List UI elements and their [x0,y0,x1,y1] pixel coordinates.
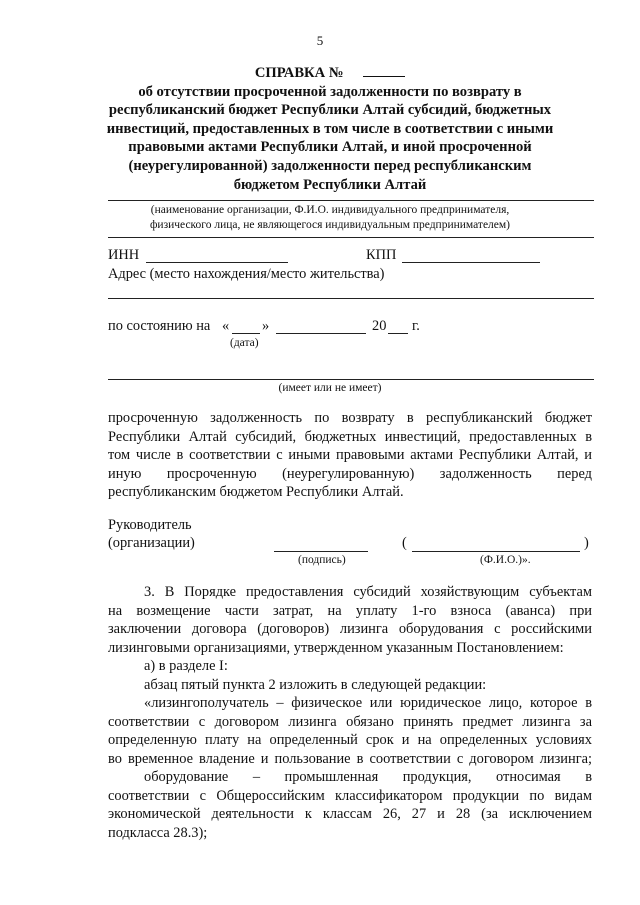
certificate-number-blank[interactable] [363,64,405,77]
statement-line: республиканским бюджетом Республики Алтай. [108,484,404,500]
organization-hint-line: физического лица, не являющегося индивидуальным предпринимателем) [149,219,511,231]
kpp-field[interactable] [402,262,540,263]
section-3-line: экономической деятельности к классам 26, 27 и 28 (за исключением [108,806,592,822]
as-of-label: по состоянию на [108,318,211,334]
date-hint: (дата) [230,337,259,349]
section-3-line: 3. В Порядке предоставления субсидий хозяйствующим субъектам [144,584,592,600]
section-3-line: определенную плату на определенный срок и на определенных условиях [108,732,592,748]
section-3-line: лизинговыми организациями, утвержденном указанным Постановлением: [108,639,564,656]
fio-hint: (Ф.И.О.)». [480,554,531,566]
fio-field[interactable] [412,551,580,552]
organization-name-line[interactable] [108,200,594,201]
statement-line: том числе в соответствии с иными правовыми актами Республики Алтай, и [108,447,592,463]
date-close-quote: » [262,318,270,334]
document-title [100,64,560,194]
title-line: правовыми актами Республики Алтай, и иной просроченной [128,139,532,156]
month-field[interactable] [276,333,366,334]
section-3 [108,583,592,842]
date-open-quote: « [222,318,230,334]
title-heading [100,64,560,83]
year-field[interactable] [388,333,408,334]
statement-paragraph [108,409,592,502]
signature-hint: (подпись) [298,554,346,566]
kpp-label: КПП [366,247,397,263]
statement-line: просроченную задолженность по возврату в республиканский бюджет [108,410,592,426]
year-prefix: 20 [372,318,387,334]
title-line: об отсутствии просроченной задолженности по возврату в [138,83,522,100]
section-3-line: «лизингополучатель – физическое или юридическое лицо, которое в [144,695,592,711]
organization-hint [100,203,560,233]
fio-close-paren: ) [584,535,589,551]
title-heading-text: СПРАВКА № [254,65,344,81]
page-number: 5 [316,33,324,48]
section-3-line: абзац пятый пункта 2 изложить в следующей редакции: [144,676,487,693]
section-3-line: во временное владение и пользование в соответствии с договором лизинга; [108,750,592,767]
inn-label: ИНН [108,247,140,263]
has-or-has-not-field[interactable] [108,379,594,380]
title-line: бюджетом Республики Алтай [233,176,427,193]
year-suffix: г. [412,318,420,334]
section-3-line: на возмещение части затрат, на уплату 1-го взноса (аванса) при [108,602,592,619]
title-line: (неурегулированной) задолженности перед республиканским [128,157,532,174]
title-line: республиканский бюджет Республики Алтай субсидий, бюджетных [108,102,552,119]
signature-field[interactable] [274,551,368,552]
day-field[interactable] [232,333,260,334]
section-3-line: а) в разделе I: [144,658,228,674]
title-line: инвестиций, предоставленных в том числе в соответствии с иными [106,120,554,137]
inn-field[interactable] [146,262,288,263]
organization-label: (организации) [108,535,195,551]
section-3-line: подкласса 28.3); [108,824,208,841]
statement-line: иную просроченную (неурегулированную) задолженность перед [108,465,592,482]
section-3-line: соответствии с договором лизинга обязано принять предмет лизинга за [108,713,592,730]
organization-name-line-2[interactable] [108,237,594,238]
section-3-line: соответствии с Общероссийским классификатором продукции по видам [108,787,592,804]
fio-open-paren: ( [402,535,407,551]
organization-hint-line: (наименование организации, Ф.И.О. индивидуального предпринимателя, [150,204,510,216]
address-field[interactable] [108,298,594,299]
section-3-line: оборудование – промышленная продукция, относимая в [144,769,592,785]
address-label: Адрес (место нахождения/место жительства) [108,266,385,282]
statement-line: Республики Алтай субсидий, бюджетных инвестиций, предоставленных в [108,428,592,445]
has-hint: (имеет или не имеет) [278,382,382,394]
section-3-line: заключении договора (договоров) лизинга оборудования с российскими [108,621,592,637]
head-label: Руководитель [108,517,192,533]
